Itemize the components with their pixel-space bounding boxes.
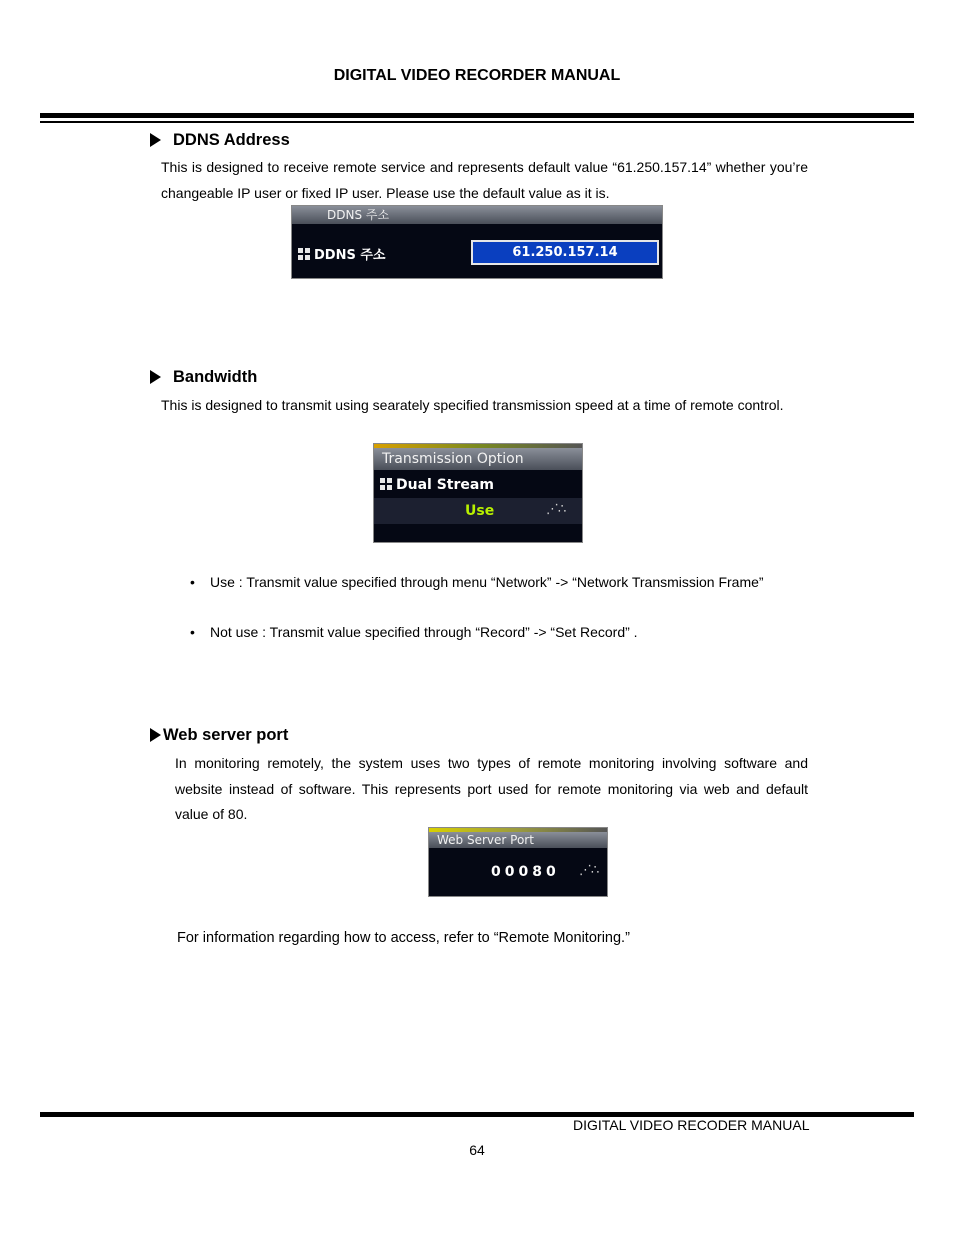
section-heading-ddns xyxy=(150,131,290,150)
page-number: 64 xyxy=(469,1142,485,1158)
dial-icon: ⋰∴ xyxy=(579,863,599,878)
ddns-address-field: 61.250.157.14 xyxy=(471,240,659,265)
bullet-item-not-use xyxy=(190,624,638,640)
section-heading-webserver-text: Web server port xyxy=(163,726,289,744)
section-heading-ddns-text: DDNS Address xyxy=(173,131,290,149)
header-rule-thick xyxy=(40,113,914,118)
webserver-paragraph: In monitoring remotely, the system uses two types of remote monitoring involving software and website instead of software. This represents port used for remote monitoring via web and default value of 80. xyxy=(175,755,808,822)
bandwidth-screenshot xyxy=(373,443,583,543)
section-heading-webserver xyxy=(150,726,288,745)
dial-icon: ⋰∴ xyxy=(546,502,566,517)
webserver-screenshot-title: Web Server Port xyxy=(429,832,607,848)
bullet-item-not-use-text: Not use : Transmit value specified through “Record” -> “Set Record” . xyxy=(210,624,638,640)
play-arrow-icon xyxy=(150,133,161,147)
ddns-paragraph: This is designed to receive remote service and represents default value “61.250.157.14” whether you’re changeable IP user or fixed IP user. Please use the default value as it is. xyxy=(161,159,808,201)
bullet-item-use-text: Use : Transmit value specified through menu “Network” -> “Network Transmission Frame” xyxy=(210,574,764,590)
bullet-icon: • xyxy=(190,574,195,590)
play-arrow-icon xyxy=(150,370,161,384)
page-header-title: DIGITAL VIDEO RECORDER MANUAL xyxy=(333,67,621,84)
bullet-icon: • xyxy=(190,624,195,640)
dual-stream-row xyxy=(380,477,494,493)
bandwidth-paragraph: This is designed to transmit using searately specified transmission speed at a time of remote control. xyxy=(161,397,784,413)
use-value: Use xyxy=(465,503,495,519)
ddns-screenshot-label-row xyxy=(298,244,385,263)
ddns-screenshot-title: DDNS 주소 xyxy=(292,206,662,224)
grid-icon xyxy=(380,478,392,490)
dual-stream-label: Dual Stream xyxy=(396,477,494,493)
ddns-screenshot xyxy=(291,205,663,279)
webserver-screenshot xyxy=(428,827,608,897)
section-heading-bandwidth-text: Bandwidth xyxy=(173,368,258,386)
webserver-port-value: 00080 xyxy=(491,864,560,880)
play-arrow-icon xyxy=(150,728,161,742)
bullet-item-use xyxy=(190,574,764,590)
header-rule-thin xyxy=(40,121,914,123)
bandwidth-screenshot-title: Transmission Option xyxy=(374,448,582,470)
grid-icon xyxy=(298,248,310,260)
section-heading-bandwidth xyxy=(150,368,257,387)
webserver-note: For information regarding how to access, refer to “Remote Monitoring.” xyxy=(177,930,630,946)
footer-title: DIGITAL VIDEO RECODER MANUAL xyxy=(573,1117,810,1133)
ddns-screenshot-label: DDNS 주소 xyxy=(314,248,386,263)
